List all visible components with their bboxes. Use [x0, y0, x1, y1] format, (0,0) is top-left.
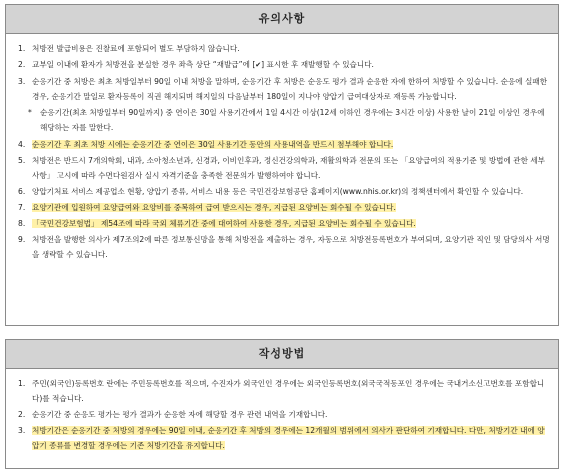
item-text: 양압기처료 서비스 제공업소 현황, 양압기 종류, 서비스 내용 등은 국민건강보험공단 홈페이지(www.nhis.or.kr)의 정책센터에서 확인할 수 있습니다. [32, 187, 524, 196]
instructions-title: 작성방법 [6, 340, 558, 369]
item-text: 처방전을 발행한 의사가 제7조의2에 따른 정보통신망을 통해 처방전을 제출하는 경우, 자동으로 처방전등록번호가 부여되며, 요양기관 직인 및 담당의사 서명을 생략할 수 있습니다. [32, 235, 550, 259]
item-text-highlighted: 처방기간은 순응기간 중 처방의 경우에는 90일 이내, 순응기간 후 처방의 경우에는 12개월의 범위에서 의사가 판단하여 기재합니다. 다만, 처방기간 내에 양압기 종류를 변경할 경우에는 기존 처방기간을 유지합니다. [32, 426, 545, 450]
item-text: 순응기간 중 순응도 평가는 평가 결과가 순응한 자에 해당할 경우 관련 내역을 기재합니다. [32, 410, 328, 419]
instruction-item-3 [14, 423, 550, 453]
item-number: 4. [18, 140, 26, 149]
item-text-highlighted: 순응기간 후 최초 처방 시에는 순응기간 중 연이은 30일 사용기간 동안의 사용내역을 반드시 첨부해야 합니다. [32, 140, 394, 149]
precaution-item-8 [14, 216, 550, 231]
item-number: 1. [18, 44, 26, 53]
item-number: 2. [18, 410, 26, 419]
precaution-item-3 [14, 74, 550, 104]
footnote-bullet: * [28, 108, 32, 117]
item-number: 2. [18, 60, 26, 69]
precaution-item-7 [14, 200, 550, 215]
item-number: 1. [18, 379, 26, 388]
precaution-item-5 [14, 153, 550, 183]
item-number: 8. [18, 219, 26, 228]
item-number: 3. [18, 77, 26, 86]
item-number: 9. [18, 235, 26, 244]
precaution-item-9 [14, 232, 550, 262]
item-text: 교부일 이내에 환자가 처방전을 분실한 경우 좌측 상단 “재발급”에 [ [32, 60, 256, 69]
item-text-highlighted: 요양기관에 입원하여 요양급여와 요양비를 중복하여 급여 받으시는 경우, 지급된 요양비는 회수될 수 있습니다. [32, 203, 396, 212]
checkmark-icon: ✔ [255, 61, 262, 69]
item-number: 3. [18, 426, 26, 435]
precautions-list [6, 34, 558, 262]
instructions-list [6, 369, 558, 453]
precaution-item-2 [14, 57, 550, 73]
precaution-footnote [14, 105, 550, 135]
precautions-title: 유의사항 [6, 5, 558, 34]
precautions-section [5, 4, 559, 326]
instructions-section [5, 339, 559, 469]
item-text-highlighted: 「국민건강보험법」 제54조에 따라 국외 체류기간 중에 대여하여 사용한 경우, 지급된 요양비는 회수될 수 있습니다. [32, 219, 416, 228]
instruction-item-1 [14, 376, 550, 406]
precaution-item-6 [14, 184, 550, 199]
item-text: 처방전은 반드시 7개의학회, 내과, 소아청소년과, 신경과, 이비인후과, 정신건강의학과, 재활의학과 전문의 또는 「요양급여의 적용기준 및 방법에 관한 세부사항」 고시에 따라 수면다원검사 실시 자격기준을 충족한 전문의가 발행하여야 합니다. [32, 156, 545, 180]
item-text: 주민(외국인)등록번호 란에는 주민등록번호를 적으며, 수진자가 외국인인 경우에는 외국인등록번호(외국국적동포인 경우에는 국내거소신고번호를 포함합니다)를 적습니다. [32, 379, 545, 403]
item-number: 5. [18, 156, 26, 165]
footnote-text: 순응기간(최초 처방일부터 90일까지) 중 연이은 30일 사용기간에서 1일 4시간 이상(12세 이하인 경우에는 3시간 이상) 사용한 날이 21일 이상인 경우에 해당하는 자를 말한다. [40, 108, 545, 132]
item-text: ] 표시한 후 재발행할 수 있습니다. [261, 60, 374, 69]
item-text: 순응기간 중 처방은 최초 처방일부터 90일 이내 처방을 말하며, 순응기간 후 처방은 순응도 평가 결과 순응한 자에 한하여 처방할 수 있습니다. 순응에 실패한 경우, 순응기간 말일로 환자등록이 직권 해지되며 해지일의 다음날부터 180일이 지나야 양압기 급여대상자로 재등록 가능합니다. [32, 77, 548, 101]
instruction-item-2 [14, 407, 550, 422]
item-number: 6. [18, 187, 26, 196]
precaution-item-4 [14, 137, 550, 152]
item-number: 7. [18, 203, 26, 212]
item-text: 처방전 발급비용은 진찰료에 포함되어 별도 부담하지 않습니다. [32, 44, 240, 53]
precaution-item-1 [14, 41, 550, 56]
